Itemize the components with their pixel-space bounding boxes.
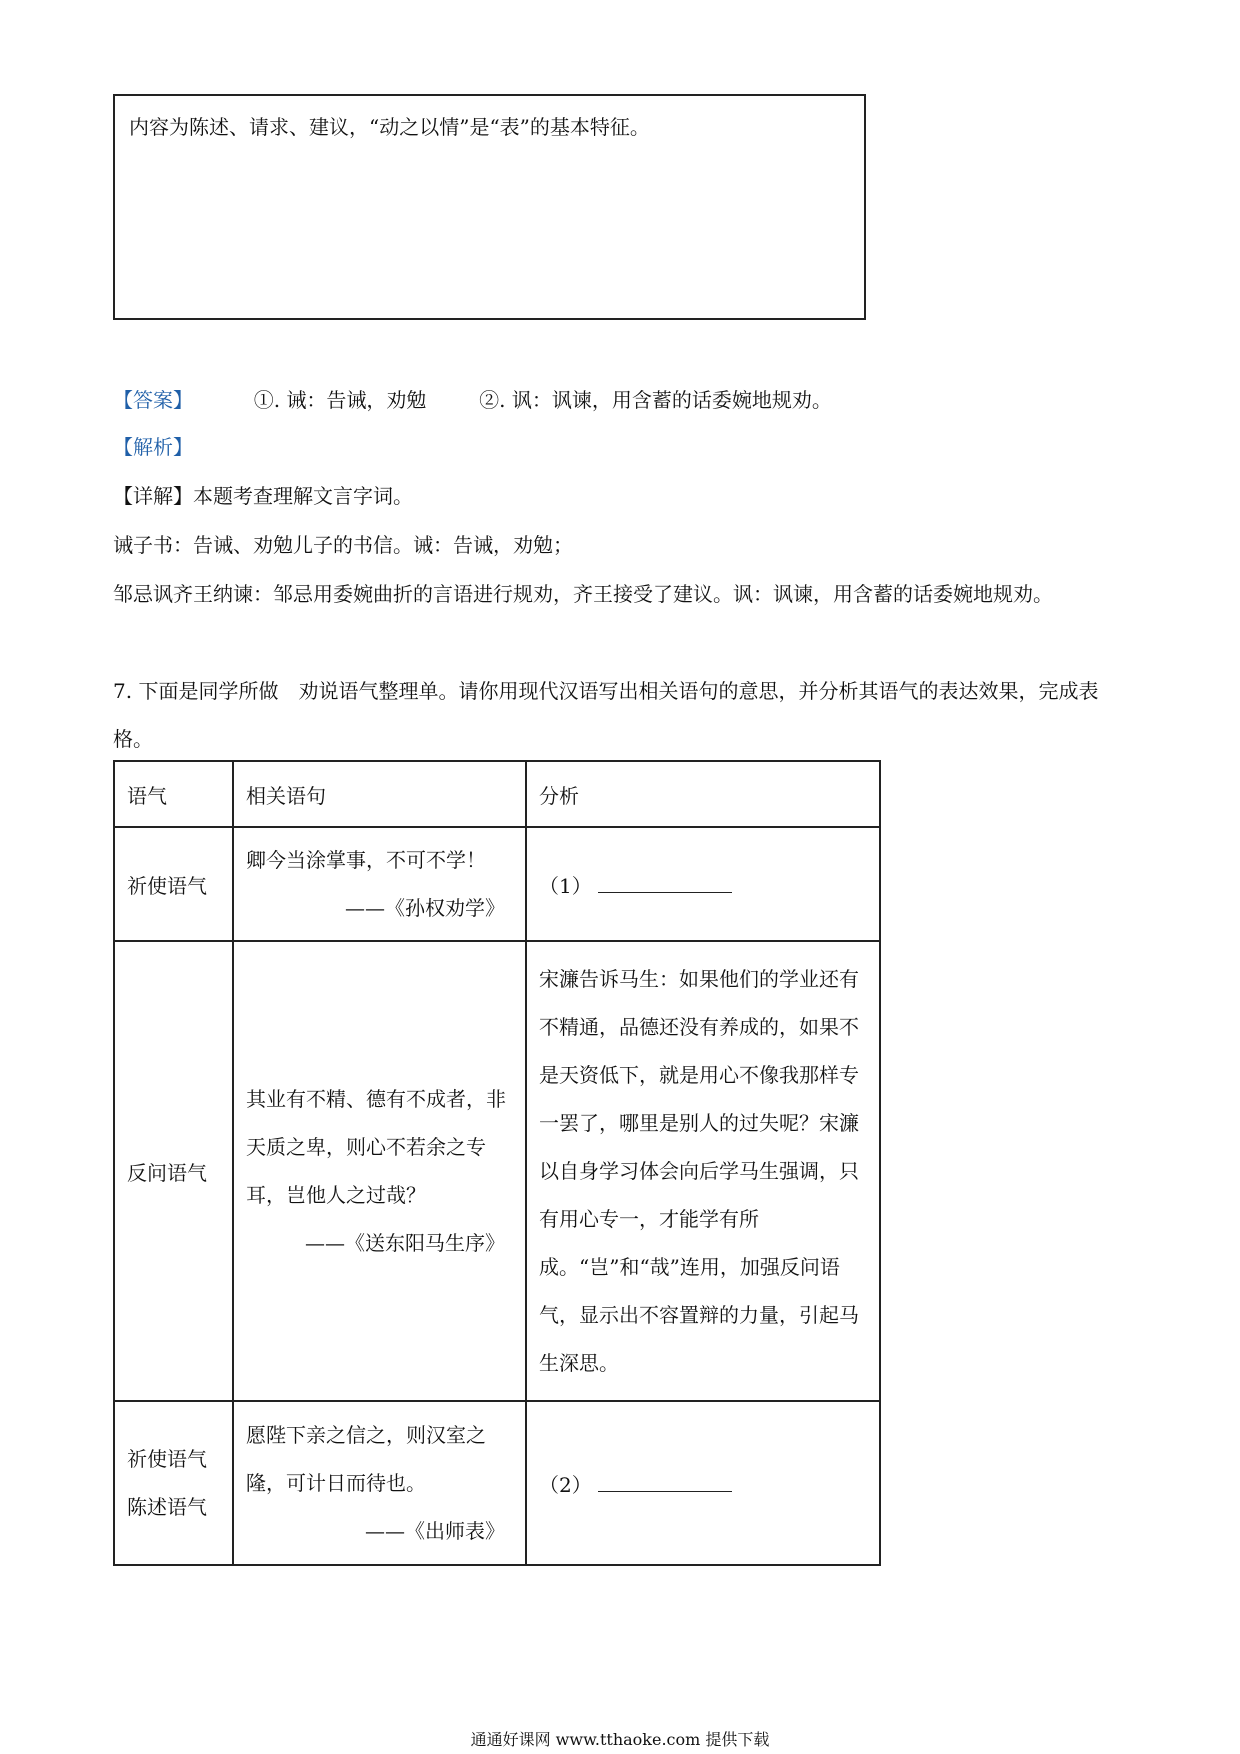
excerpt-text: 内容为陈述、请求、建议，“动之以情”是“表”的基本特征。 [129, 115, 650, 139]
row-2-tone: 反问语气 [114, 941, 233, 1401]
row-1-analysis-label: （1） [539, 873, 592, 898]
row-3-analysis-label: （2） [539, 1472, 592, 1497]
table-row [114, 827, 880, 941]
row-2-source: ——《送东阳马生序》 [305, 1231, 505, 1255]
excerpt-box [113, 94, 866, 320]
row-3-tone-1: 祈使语气 [127, 1447, 207, 1471]
row-1-analysis-cell [526, 827, 880, 941]
row-1-sentence-cell [233, 827, 526, 941]
row-2-analysis: 宋濂告诉马生：如果他们的学业还有不精通，品德还没有养成的，如果不是天资低下，就是用心不像我那样专一罢了，哪里是别人的过失呢？宋濂以自身学习体会向后学马生强调，只有用心专一，才能学有所成。“岂”和“哉”连用，加强反问语气，显示出不容置辩的力量，引起马生深思。 [526, 941, 880, 1401]
row-2-sentence-cell [233, 941, 526, 1401]
detail-line-3: 邹忌讽齐王纳谏：邹忌用委婉曲折的言语进行规劝，齐王接受了建议。讽：讽谏，用含蓄的话委婉地规劝。 [113, 582, 1053, 606]
header-sentence: 相关语句 [233, 761, 526, 827]
answer-line [113, 383, 832, 417]
answer-item-1: ①. 诫：告诫，劝勉 [253, 388, 427, 412]
row-3-source: ——《出师表》 [365, 1519, 505, 1543]
table-row [114, 941, 880, 1401]
detail-line-2: 诫子书：告诫、劝勉儿子的书信。诫：告诫，劝勉； [113, 533, 573, 557]
answer-item-2: ②. 讽：讽谏，用含蓄的话委婉地规劝。 [479, 388, 832, 412]
header-analysis: 分析 [526, 761, 880, 827]
row-3-sentence: 愿陛下亲之信之，则汉室之隆，可计日而待也。 [246, 1423, 486, 1495]
page-footer: 通通好课网 www.tthaoke.com 提供下载 [470, 1730, 770, 1749]
table-header-row [114, 761, 880, 827]
answer-blank-2[interactable] [598, 1469, 732, 1492]
row-1-tone: 祈使语气 [114, 827, 233, 941]
answer-blank-1[interactable] [598, 870, 732, 893]
header-tone: 语气 [114, 761, 233, 827]
detail-line-1: 【详解】本题考查理解文言字词。 [113, 484, 413, 508]
row-3-tone-2: 陈述语气 [127, 1495, 207, 1519]
analysis-tag: 【解析】 [113, 435, 193, 459]
question-7: 7. 下面是同学所做 劝说语气整理单。请你用现代汉语写出相关语句的意思，并分析其语气的表达效果，完成表格。 [113, 679, 1099, 751]
tone-table [113, 760, 881, 1566]
row-2-sentence: 其业有不精、德有不成者，非天质之卑，则心不若余之专耳，岂他人之过哉？ [246, 1087, 506, 1207]
answer-tag: 【答案】 [113, 388, 193, 412]
row-1-source: ——《孙权劝学》 [345, 896, 505, 920]
row-1-sentence: 卿今当涂掌事，不可不学！ [246, 848, 486, 872]
row-3-sentence-cell [233, 1401, 526, 1565]
table-row [114, 1401, 880, 1565]
row-3-tone-cell [114, 1401, 233, 1565]
row-3-analysis-cell [526, 1401, 880, 1565]
